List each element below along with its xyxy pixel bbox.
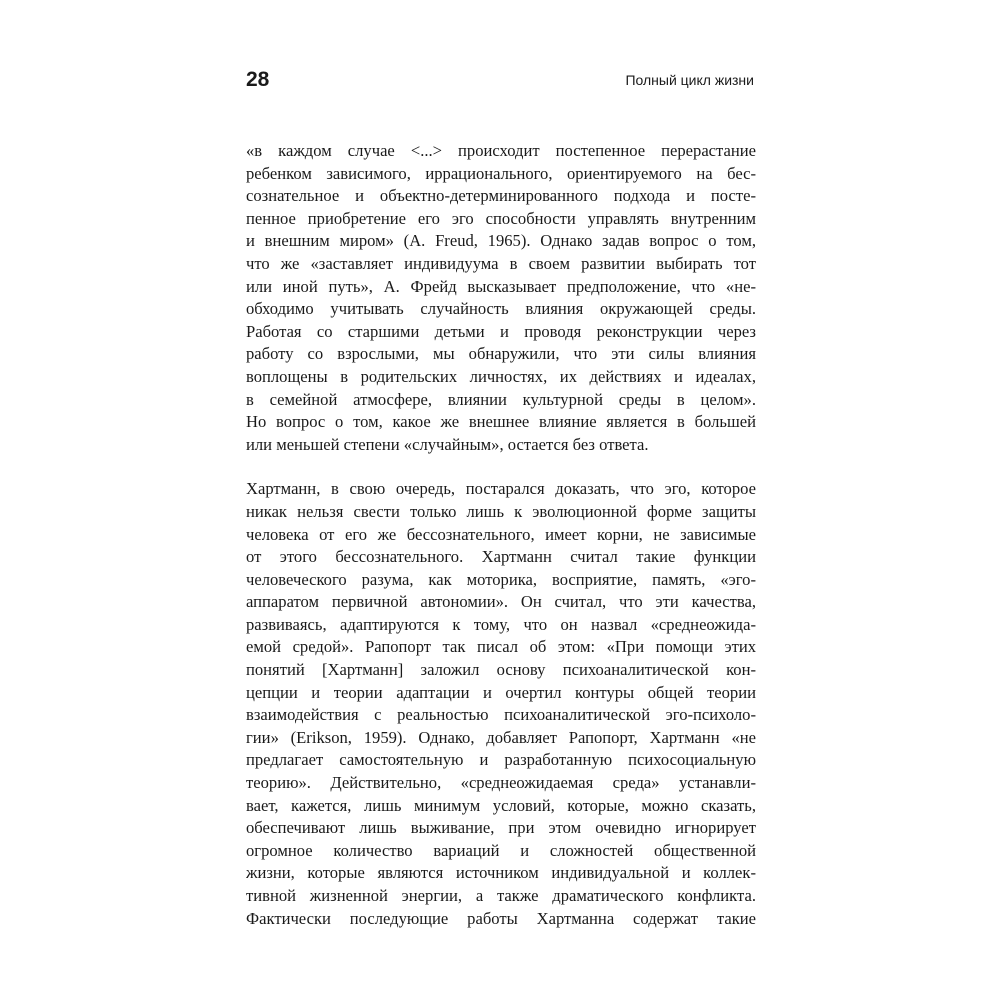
text-line: аппаратом первичной автономии». Он считал, что эти качества, [246,592,756,612]
text-line: обеспечивают лишь выживание, при этом очевидно игнорирует [246,818,756,838]
text-line: ребенком зависимого, иррационального, ориентируемого на бес- [246,163,756,183]
text-line: предлагает самостоятельную и разработанную психосоциальную [246,750,756,770]
body-text [246,140,756,930]
text-line: понятий [Хартманн] заложил основу психоаналитической кон- [246,660,756,680]
text-line: жизни, которые являются источником индивидуальной и коллек- [246,863,756,883]
text-line: «в каждом случае <...> происходит постепенное перерастание [246,141,756,160]
text-line: работу со взрослыми, мы обнаружили, что эти силы влияния [246,344,756,364]
text-line: теорию». Действительно, «среднеожидаемая среда» устанавли- [246,773,756,793]
paragraph-2 [246,478,756,930]
text-line: или иной путь», А. Фрейд высказывает предположение, что «не- [246,276,756,296]
text-line: емой средой». Рапопорт так писал об этом: «При помощи этих [246,637,756,657]
page-number: 28 [246,68,270,91]
text-line: от этого бессознательного. Хартманн считал такие функции [246,547,756,567]
paragraph-gap [246,456,756,478]
paragraph-1 [246,140,756,456]
text-line: человека от его же бессознательного, имеет корни, не зависимые [246,524,756,544]
text-line: развиваясь, адаптируются к тому, что он назвал «среднеожида- [246,614,756,634]
text-line: цепции и теории адаптации и очертил контуры общей теории [246,682,756,702]
text-line: гии» (Erikson, 1959). Однако, добавляет Рапопорт, Хартманн «не [246,727,756,747]
text-line: огромное количество вариаций и сложностей общественной [246,840,756,860]
text-line: и внешним миром» (A. Freud, 1965). Однако задав вопрос о том, [246,231,756,251]
text-line: воплощены в родительских личностях, их действиях и идеалах, [246,366,756,386]
text-line: пенное приобретение его эго способности управлять внутренним [246,208,756,228]
text-line: Фактически последующие работы Хартманна содержат такие [246,908,756,928]
text-line: Работая со старшими детьми и проводя реконструкции через [246,321,756,341]
running-title: Полный цикл жизни [625,72,754,88]
text-line: в семейной атмосфере, влиянии культурной среды в целом». [246,389,756,409]
text-line: сознательное и объектно-детерминированного подхода и посте- [246,186,756,206]
text-line: Хартманн, в свою очередь, постарался доказать, что эго, которое [246,479,756,499]
text-line: обходимо учитывать случайность влияния окружающей среды. [246,299,756,319]
text-line: или меньшей степени «случайным», остается без ответа. [246,434,649,454]
text-line: никак нельзя свести только лишь к эволюционной форме защиты [246,501,756,521]
text-line: вает, кажется, лишь минимум условий, которые, можно сказать, [246,795,756,815]
text-line: человеческого разума, как моторика, восприятие, память, «эго- [246,569,756,589]
text-line: Но вопрос о том, какое же внешнее влияние является в большей [246,412,756,432]
text-line: что же «заставляет индивидуума в своем развитии выбирать тот [246,253,756,273]
text-line: тивной жизненной энергии, а также драматического конфликта. [246,886,756,905]
text-line: взаимодействия с реальностью психоаналитической эго-психоло- [246,705,756,725]
